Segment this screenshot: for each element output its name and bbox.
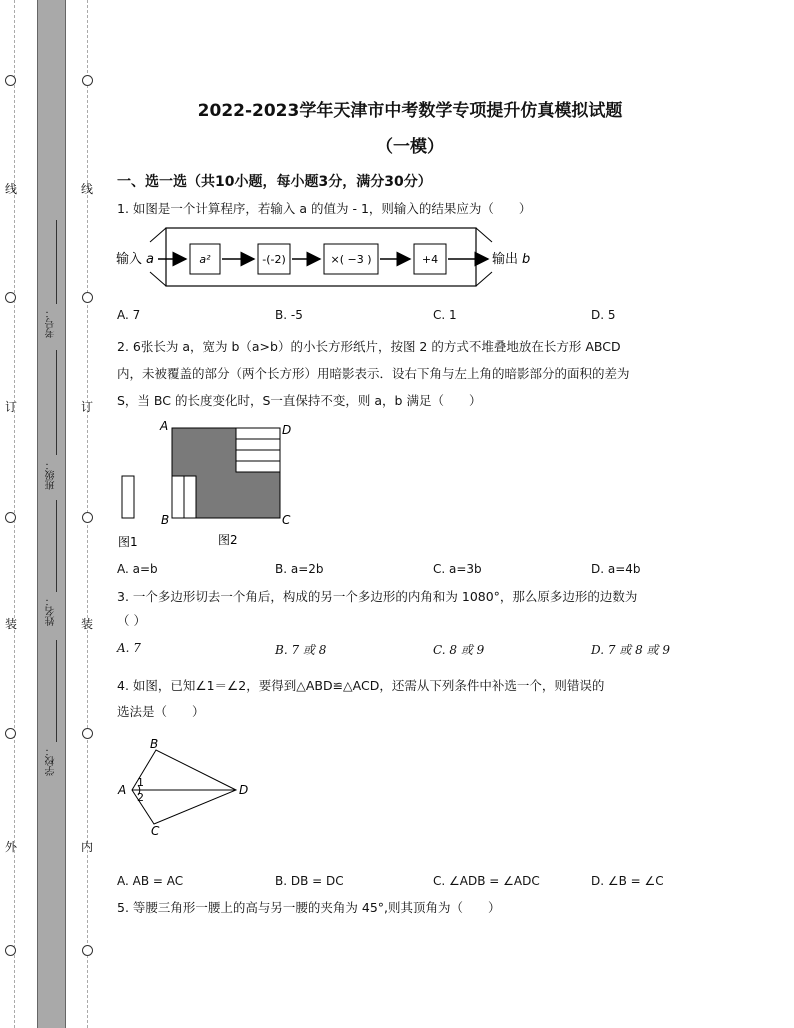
q1-input-var: a [146, 252, 154, 267]
q2-option-b[interactable]: B. a=2b [275, 562, 324, 576]
binding-hole [82, 728, 93, 739]
q3-option-a[interactable]: A. 7 [117, 641, 141, 655]
q1-output-var: b [522, 252, 531, 267]
question-2-stem-line1: 2. 6张长为 a，宽为 b（a>b）的小长方形纸片，按图 2 的方式不堆叠地放在长方形 ABCD [117, 339, 621, 354]
question-3-stem-line1: 3. 一个多边形切去一个角后，构成的另一个多边形的内角和为 1080°，那么原多边形的边数为 [117, 589, 638, 604]
binding-hole [82, 512, 93, 523]
exam-number-label: 考号： [46, 308, 57, 338]
q3-option-b[interactable]: B. 7 或 8 [275, 643, 327, 657]
q2-fig1-caption: 图1 [118, 535, 138, 549]
q1-option-d[interactable]: D. 5 [591, 308, 616, 322]
q3-option-d[interactable]: D. 7 或 8 或 9 [591, 643, 670, 657]
q4-label-c: C [151, 824, 160, 838]
q2-figure [114, 418, 314, 553]
margin-char: 订 [80, 400, 93, 414]
q4-option-c[interactable]: C. ∠ADB = ∠ADC [433, 874, 540, 888]
q1-output-label: 输出 [492, 252, 519, 267]
binding-hole [82, 75, 93, 86]
binding-hole [5, 945, 16, 956]
q1-box-subtract: -(-2) [262, 253, 286, 266]
q1-box-square: a² [199, 253, 211, 266]
margin-char: 线 [80, 182, 93, 196]
q4-figure [114, 734, 264, 844]
margin-char: 内 [80, 840, 93, 854]
q2-label-a: A [160, 419, 169, 433]
q2-label-c: C [282, 513, 291, 527]
exam-title: 2022-2023学年天津市中考数学专项提升仿真模拟试题 [197, 101, 623, 121]
binding-hole [82, 292, 93, 303]
margin-char: 订 [4, 400, 17, 414]
margin-char: 外 [4, 840, 17, 854]
margin-char: 线 [4, 182, 17, 196]
q2-fig2-caption: 图2 [218, 533, 238, 547]
question-3-stem-line2: （ ） [117, 613, 146, 628]
q1-flowchart [114, 222, 554, 292]
question-5-stem: 5. 等腰三角形一腰上的高与另一腰的夹角为 45°,则其顶角为（ ） [117, 900, 501, 915]
q4-label-a: A [118, 783, 127, 797]
q1-box-multiply: ×( −3 ) [330, 253, 372, 266]
q2-label-b: B [161, 513, 170, 527]
margin-char: 装 [4, 617, 17, 631]
q1-box-add: +4 [421, 253, 439, 266]
q1-option-b[interactable]: B. -5 [275, 308, 303, 322]
q4-option-a[interactable]: A. AB = AC [117, 874, 184, 888]
class-field[interactable] [56, 350, 57, 455]
q2-option-a[interactable]: A. a=b [117, 562, 158, 576]
class-label: 班级： [46, 460, 57, 490]
q2-option-d[interactable]: D. a=4b [591, 562, 641, 576]
school-field[interactable] [56, 640, 57, 742]
q4-option-d[interactable]: D. ∠B = ∠C [591, 874, 664, 888]
exam-number-field[interactable] [56, 220, 57, 304]
q4-angle-1: 1 [137, 776, 144, 789]
question-1-stem: 1. 如图是一个计算程序，若输入 a 的值为 - 1，则输入的结果应为（ ） [117, 201, 532, 216]
school-label: 学校： [46, 746, 57, 776]
question-2-stem-line3: S，当 BC 的长度变化时，S一直保持不变，则 a，b 满足（ ） [117, 393, 482, 408]
binding-hole [5, 75, 16, 86]
q4-label-b: B [150, 737, 159, 751]
question-2-stem-line2: 内，未被覆盖的部分（两个长方形）用暗影表示．设右下角与左上角的暗影部分的面积的差为 [117, 366, 630, 381]
q4-option-b[interactable]: B. DB = DC [275, 874, 344, 888]
q3-option-c[interactable]: C. 8 或 9 [433, 643, 485, 657]
question-4-stem-line1: 4. 如图，已知∠1＝∠2，要得到△ABD≌△ACD，还需从下列条件中补选一个，则错误的 [117, 678, 605, 693]
q4-angle-2: 2 [137, 791, 144, 804]
binding-hole [5, 512, 16, 523]
q1-input-label: 输入 [116, 252, 143, 267]
margin-char: 装 [80, 617, 93, 631]
q2-label-d: D [282, 423, 292, 437]
q1-option-a[interactable]: A. 7 [117, 308, 141, 322]
binding-hole [82, 945, 93, 956]
question-4-stem-line2: 选法是（ ） [117, 704, 205, 719]
q1-option-c[interactable]: C. 1 [433, 308, 457, 322]
q2-option-c[interactable]: C. a=3b [433, 562, 482, 576]
q4-label-d: D [239, 783, 249, 797]
section-heading: 一、选一选（共10小题，每小题3分，满分30分） [117, 174, 432, 190]
exam-subtitle: （一模） [376, 137, 444, 157]
name-field[interactable] [56, 500, 57, 592]
binding-hole [5, 728, 16, 739]
binding-band [37, 0, 66, 1028]
name-label: 姓名： [46, 596, 57, 626]
binding-hole [5, 292, 16, 303]
